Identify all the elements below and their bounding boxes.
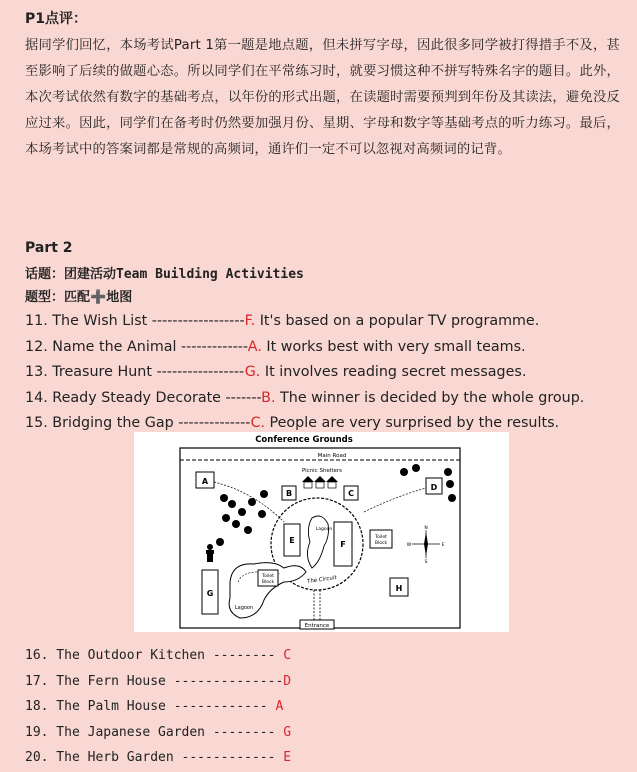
block-label-right: Block bbox=[374, 541, 388, 546]
part1-commentary: 据同学们回忆，本场考试Part 1第一题是地点题，但未拼写字母，因此很多同学被打得措手不及，甚至影响了后续的做题心态。所以同学们在平常练习时，就要习惯这种不拼写特殊名字的题目。此外，本次考试依然有数字的基础考点，以年份的形式出题，在读题时需要预判到年份及其读法，避免没反应过来。因此，同学们在备考时仍然要加强月份、星期、字母和数字等基础考点的听力练习。最后，本场考试中的答案词都是常规的高频词，通许们一定不可以忽视对高频词的记背。 bbox=[25, 38, 620, 157]
fountain-icon bbox=[206, 544, 214, 562]
question-list bbox=[25, 309, 584, 437]
type-suffix: 地图 bbox=[106, 290, 133, 305]
letter-g: G bbox=[206, 589, 214, 598]
match-answer: E bbox=[283, 750, 292, 765]
question-text: 14. Ready Steady Decorate ------- bbox=[25, 389, 262, 406]
part2-question-type bbox=[25, 286, 132, 305]
plus-icon: ➕ bbox=[90, 290, 107, 305]
question-text: 12. Name the Animal ------------- bbox=[25, 338, 248, 355]
path-d bbox=[364, 488, 426, 512]
letter-e: E bbox=[289, 536, 295, 545]
match-row bbox=[25, 720, 291, 746]
question-text: 15. Bridging the Gap -------------- bbox=[25, 415, 251, 431]
circuit-label: The Circuit bbox=[306, 574, 338, 586]
match-text: 19. The Japanese Garden -------- bbox=[25, 724, 284, 740]
topic-english: Team Building Activities bbox=[116, 267, 304, 282]
question-statement: People are very surprised by the results. bbox=[264, 415, 560, 431]
compass-e: E bbox=[441, 543, 445, 548]
picnic-shelters-label: Picnic Shelters bbox=[301, 468, 343, 474]
toilet-label-right: Toilet bbox=[375, 535, 387, 540]
conference-grounds-map bbox=[134, 432, 509, 632]
picnic-shelter-icons bbox=[302, 476, 338, 488]
small-lagoon bbox=[307, 516, 328, 568]
compass-n: N bbox=[424, 526, 428, 531]
topic-label: 话题：团建活动 bbox=[25, 267, 117, 282]
question-statement: It works best with very small teams. bbox=[261, 338, 526, 355]
match-text: 18. The Palm House ------------ bbox=[25, 699, 276, 714]
letter-f: F bbox=[340, 540, 346, 549]
block-label-left: Block bbox=[261, 580, 275, 585]
question-statement: It's based on a popular TV programme. bbox=[255, 313, 540, 329]
question-statement: The winner is decided by the whole group. bbox=[275, 389, 585, 406]
question-answer: B. bbox=[261, 389, 276, 406]
map-matching-list bbox=[25, 643, 291, 771]
letter-h: H bbox=[395, 584, 403, 593]
map-title: Conference Grounds bbox=[255, 435, 353, 445]
question-answer: G. bbox=[244, 364, 261, 380]
main-road-label: Main Road bbox=[317, 453, 347, 459]
lagoon-label: Lagoon bbox=[234, 605, 254, 611]
question-row bbox=[25, 360, 584, 386]
question-row bbox=[25, 335, 584, 361]
entrance-label: Entrance bbox=[304, 623, 330, 629]
question-row bbox=[25, 386, 584, 412]
match-answer: C bbox=[283, 648, 292, 663]
question-answer: A. bbox=[247, 338, 262, 355]
match-row bbox=[25, 745, 291, 771]
match-row bbox=[25, 669, 291, 695]
compass-w: W bbox=[406, 543, 412, 548]
compass-s: S bbox=[424, 560, 428, 565]
match-answer: A bbox=[275, 699, 284, 714]
question-answer: C. bbox=[250, 415, 265, 431]
part1-title: P1点评： bbox=[25, 11, 88, 27]
letter-d: D bbox=[430, 483, 438, 492]
letter-a: A bbox=[201, 477, 209, 486]
question-text: 13. Treasure Hunt ----------------- bbox=[25, 364, 245, 380]
question-statement: It involves reading secret messages. bbox=[260, 364, 527, 380]
letter-c: C bbox=[348, 489, 354, 498]
match-answer: D bbox=[283, 673, 292, 689]
match-text: 20. The Herb Garden ------------ bbox=[25, 750, 284, 765]
question-answer: F. bbox=[244, 313, 256, 329]
question-text: 11. The Wish List ------------------ bbox=[25, 313, 245, 329]
match-text: 17. The Fern House -------------- bbox=[25, 673, 284, 689]
match-row bbox=[25, 694, 291, 720]
compass bbox=[407, 525, 445, 565]
match-answer: G bbox=[283, 724, 292, 740]
match-text: 16. The Outdoor Kitchen -------- bbox=[25, 648, 284, 663]
small-lagoon-label: Lagoon bbox=[315, 527, 333, 532]
match-row bbox=[25, 643, 291, 669]
part2-topic bbox=[25, 263, 304, 282]
part2-title: Part 2 bbox=[25, 240, 73, 256]
type-label: 题型：匹配 bbox=[25, 290, 91, 305]
question-row bbox=[25, 309, 584, 335]
toilet-label-left: Toilet bbox=[262, 574, 274, 579]
letter-b: B bbox=[285, 489, 293, 498]
